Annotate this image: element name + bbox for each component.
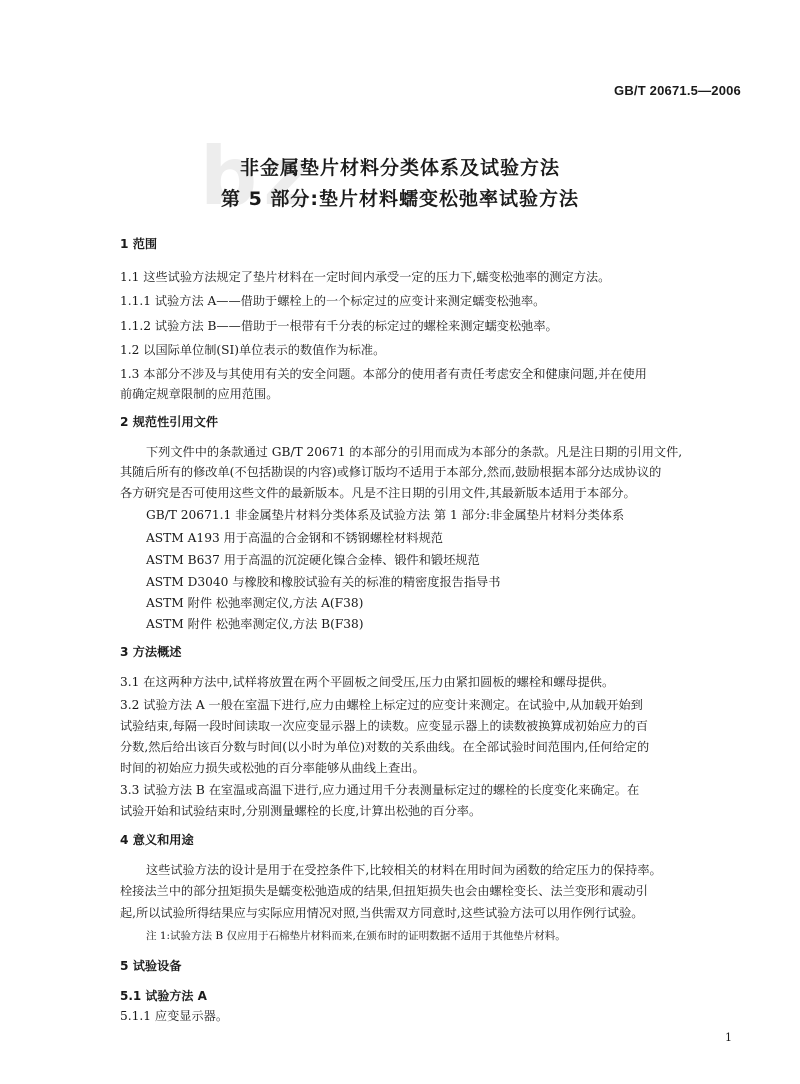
clause-text: 3.2 试验方法 A 一般在室温下进行,应力由螺栓上标定过的应变计来测定。在试验中,从加载开始到 [120, 698, 643, 712]
section-heading: 4 意义和用途 [120, 833, 194, 847]
page-number: 1 [725, 1031, 732, 1044]
paragraph-text: 其随后所有的修改单(不包括勘误的内容)或修订版均不适用于本部分,然而,鼓励根据本部分达成协议的 [120, 465, 662, 479]
paragraph-text: 起,所以试验所得结果应与实际应用情况对照,当供需双方同意时,这些试验方法可以用作例行试验。 [120, 906, 644, 920]
reference-item: ASTM B637 用于高温的沉淀硬化镍合金棒、锻件和锻坯规范 [146, 553, 480, 567]
reference-item: GB/T 20671.1 非金属垫片材料分类体系及试验方法 第 1 部分:非金属垫片材料分类体系 [146, 508, 625, 522]
clause-text: 1.1.2 试验方法 B——借助于一根带有千分表的标定过的螺栓来测定蠕变松弛率。 [120, 319, 558, 333]
clause-text: 1.2 以国际单位制(SI)单位表示的数值作为标准。 [120, 343, 386, 357]
clause-text: 3.1 在这两种方法中,试样将放置在两个平圆板之间受压,压力由紧扣圆板的螺栓和螺母提供。 [120, 675, 615, 689]
paragraph-text: 栓接法兰中的部分扭矩损失是蠕变松弛造成的结果,但扭矩损失也会由螺栓变长、法兰变形和震动引 [120, 884, 648, 898]
clause-text: 3.3 试验方法 B 在室温或高温下进行,应力通过用千分表测量标定过的螺栓的长度变化来确定。在 [120, 783, 640, 797]
watermark: bz [200, 130, 316, 223]
clause-text: 前确定规章限制的应用范围。 [120, 387, 279, 401]
reference-item: ASTM D3040 与橡胶和橡胶试验有关的标准的精密度报告指导书 [146, 575, 501, 589]
note-text: 注 1:试验方法 B 仅应用于石棉垫片材料而来,在颁布时的证明数据不适用于其他垫片材料。 [146, 930, 566, 942]
section-heading: 2 规范性引用文件 [120, 415, 219, 429]
clause-text: 试验开始和试验结束时,分别测量螺栓的长度,计算出松弛的百分率。 [120, 804, 482, 818]
standard-code: GB/T 20671.5—2006 [614, 83, 741, 98]
clause-text: 试验结束,每隔一段时间读取一次应变显示器上的读数。应变显示器上的读数被换算成初始应力的百 [120, 719, 648, 733]
section-heading: 5 试验设备 [120, 959, 182, 973]
clause-text: 1.3 本部分不涉及与其使用有关的安全问题。本部分的使用者有责任考虑安全和健康问题,并在使用 [120, 367, 647, 381]
clause-text: 1.1 这些试验方法规定了垫片材料在一定时间内承受一定的压力下,蠕变松弛率的测定方法。 [120, 270, 611, 284]
reference-item: ASTM 附件 松弛率测定仪,方法 A(F38) [146, 596, 364, 610]
clause-text: 分数,然后给出该百分数与时间(以小时为单位)对数的关系曲线。在全部试验时间范围内,任何给定的 [120, 740, 650, 754]
clause-text: 5.1.1 应变显示器。 [120, 1009, 229, 1023]
section-heading: 3 方法概述 [120, 645, 182, 659]
document-title-line2: 第 5 部分:垫片材料蠕变松弛率试验方法 [220, 188, 580, 210]
clause-text: 1.1.1 试验方法 A——借助于螺栓上的一个标定过的应变计来测定蠕变松弛率。 [120, 294, 546, 308]
section-heading: 1 范围 [120, 237, 158, 251]
paragraph-text: 各方研究是否可使用这些文件的最新版本。凡是不注日期的引用文件,其最新版本适用于本部分。 [120, 486, 636, 500]
paragraph-text: 下列文件中的条款通过 GB/T 20671 的本部分的引用而成为本部分的条款。凡是注日期的引用文件, [146, 445, 683, 459]
document-title-line1: 非金属垫片材料分类体系及试验方法 [239, 157, 560, 179]
paragraph-text: 这些试验方法的设计是用于在受控条件下,比较相关的材料在用时间为函数的给定压力的保持率。 [146, 863, 662, 877]
reference-item: ASTM A193 用于高温的合金钢和不锈钢螺栓材料规范 [146, 531, 443, 545]
reference-item: ASTM 附件 松弛率测定仪,方法 B(F38) [146, 617, 364, 631]
clause-text: 时间的初始应力损失或松弛的百分率能够从曲线上查出。 [120, 761, 425, 775]
subsection-heading: 5.1 试验方法 A [120, 989, 207, 1003]
